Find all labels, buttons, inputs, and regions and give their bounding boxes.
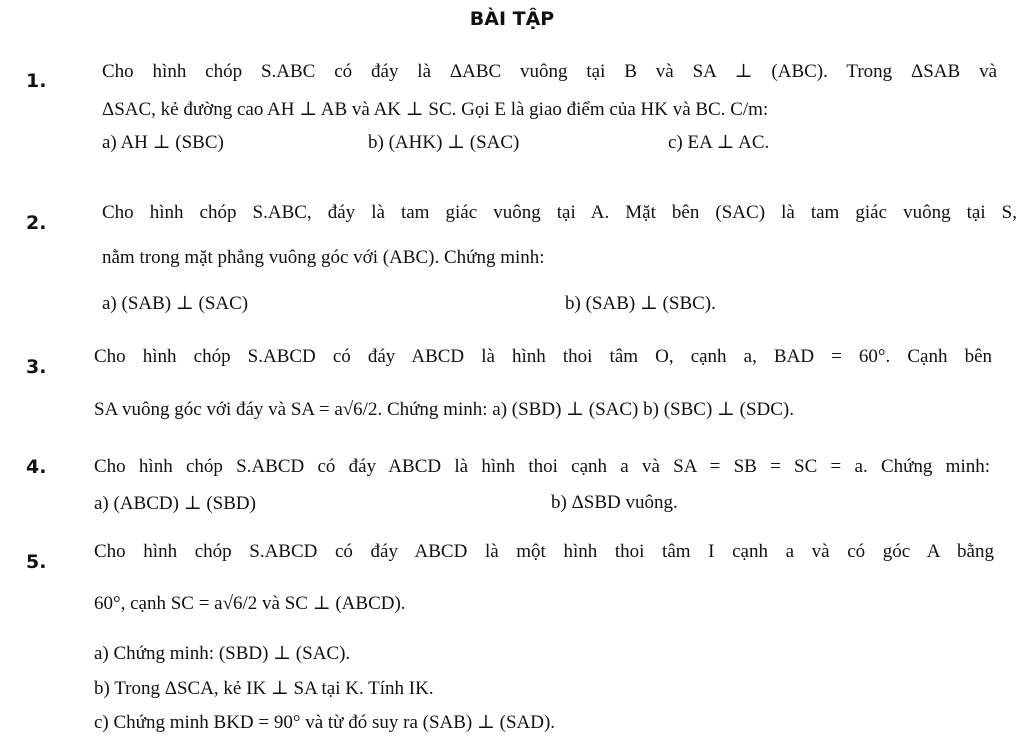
problem-1-line-2: ΔSAC, kẻ đường cao AH ⊥ AB và AK ⊥ SC. Gọi E là giao điểm của HK và BC. C/m: bbox=[102, 99, 769, 120]
problem-5-part-c: c) Chứng minh BKD = 90° và từ đó suy ra (SAB) ⊥ (SAD). bbox=[94, 712, 556, 733]
problem-3-number: 3. bbox=[26, 356, 47, 378]
problem-2-line-1: Cho hình chóp S.ABC, đáy là tam giác vuông tại A. Mặt bên (SAC) là tam giác vuông tại S, bbox=[102, 202, 1017, 223]
problem-3-line-1: Cho hình chóp S.ABCD có đáy ABCD là hình thoi tâm O, cạnh a, BAD = 60°. Cạnh bên bbox=[94, 346, 992, 367]
problem-4-part-a: a) (ABCD) ⊥ (SBD) bbox=[94, 493, 256, 514]
problem-5-part-a: a) Chứng minh: (SBD) ⊥ (SAC). bbox=[94, 643, 351, 664]
problem-1-part-c: c) EA ⊥ AC. bbox=[668, 132, 770, 153]
problem-1-line-1: Cho hình chóp S.ABC có đáy là ΔABC vuông tại B và SA ⊥ (ABC). Trong ΔSAB và bbox=[102, 61, 997, 82]
problem-5-number: 5. bbox=[26, 551, 47, 573]
problem-1-number: 1. bbox=[26, 70, 47, 92]
problem-4-part-b: b) ΔSBD vuông. bbox=[551, 492, 678, 513]
problem-4-number: 4. bbox=[26, 456, 47, 478]
problem-2-part-a: a) (SAB) ⊥ (SAC) bbox=[102, 293, 249, 314]
problem-3-line-2: SA vuông góc với đáy và SA = a√6/2. Chứng minh: a) (SBD) ⊥ (SAC) b) (SBC) ⊥ (SDC). bbox=[94, 399, 795, 420]
problem-5-part-b: b) Trong ΔSCA, kẻ IK ⊥ SA tại K. Tính IK. bbox=[94, 678, 434, 699]
page-title: BÀI TẬP bbox=[469, 8, 555, 30]
problem-1-part-a: a) AH ⊥ (SBC) bbox=[102, 132, 224, 153]
problem-2-part-b: b) (SAB) ⊥ (SBC). bbox=[565, 293, 716, 314]
problem-5-line-1: Cho hình chóp S.ABCD có đáy ABCD là một hình thoi tâm I cạnh a và có góc A bằng bbox=[94, 541, 994, 562]
problem-1-part-b: b) (AHK) ⊥ (SAC) bbox=[368, 132, 520, 153]
problem-5-line-2: 60°, cạnh SC = a√6/2 và SC ⊥ (ABCD). bbox=[94, 593, 406, 614]
problem-4-line-1: Cho hình chóp S.ABCD có đáy ABCD là hình thoi cạnh a và SA = SB = SC = a. Chứng minh: bbox=[94, 456, 990, 477]
problem-2-number: 2. bbox=[26, 212, 47, 234]
problem-2-line-2: nằm trong mặt phẳng vuông góc với (ABC). Chứng minh: bbox=[102, 247, 545, 268]
